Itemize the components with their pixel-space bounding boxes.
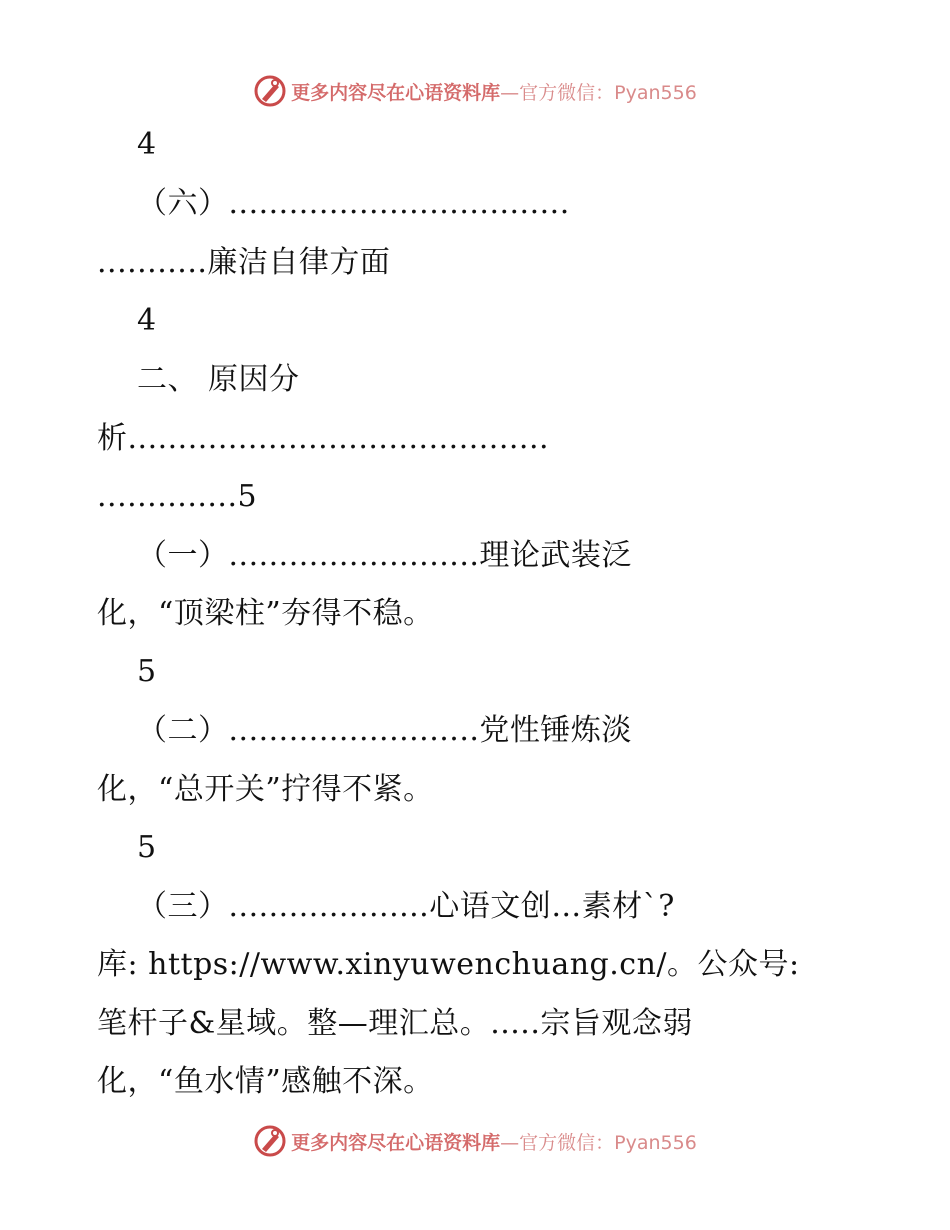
toc-entry-2: （二）.........................党性锤炼淡: [137, 713, 632, 748]
pen-logo-icon: [253, 74, 287, 108]
toc-entry-3-cont: 化，“鱼水情”感触不深。: [97, 1064, 434, 1099]
toc-page-number: 4: [137, 127, 157, 162]
toc-entry-3-cont: 库: https://www.xinyuwenchuang.cn/。公众号:: [97, 947, 800, 982]
toc-entry-6-cont: ...........廉洁自律方面: [97, 245, 391, 280]
toc-entry-6: （六）..................................: [137, 186, 570, 221]
toc-page-number: 5: [137, 830, 157, 865]
banner-wechat-text: 官方微信：Pyan556: [519, 81, 697, 104]
toc-entry-3-cont: 笔杆子&星域。整—理汇总。.....宗旨观念弱: [97, 1006, 693, 1041]
banner-main-text: 更多内容尽在心语资料库: [291, 1131, 501, 1154]
toc-page-number: 5: [137, 654, 157, 689]
pen-logo-icon: [253, 1124, 287, 1158]
banner-wechat-text: 官方微信：Pyan556: [519, 1131, 697, 1154]
toc-entry-2-cont: 化，“总开关”拧得不紧。: [97, 772, 434, 807]
toc-entry-3: （三）....................心语文创…素材`?: [137, 889, 675, 924]
toc-section-2: 二、 原因分: [137, 362, 300, 397]
footer-watermark: [0, 1121, 950, 1161]
header-watermark: [0, 71, 950, 111]
banner-main-text: 更多内容尽在心语资料库: [291, 81, 501, 104]
toc-page-number: 4: [137, 303, 157, 338]
toc-section-2-page: ..............5: [97, 479, 258, 514]
banner-separator: —: [500, 81, 520, 104]
toc-section-2-cont: 析..........................................: [97, 421, 550, 456]
banner-separator: —: [500, 1131, 520, 1154]
toc-entry-1: （一）.........................理论武装泛: [137, 538, 632, 573]
toc-entry-1-cont: 化，“顶梁柱”夯得不稳。: [97, 596, 434, 631]
